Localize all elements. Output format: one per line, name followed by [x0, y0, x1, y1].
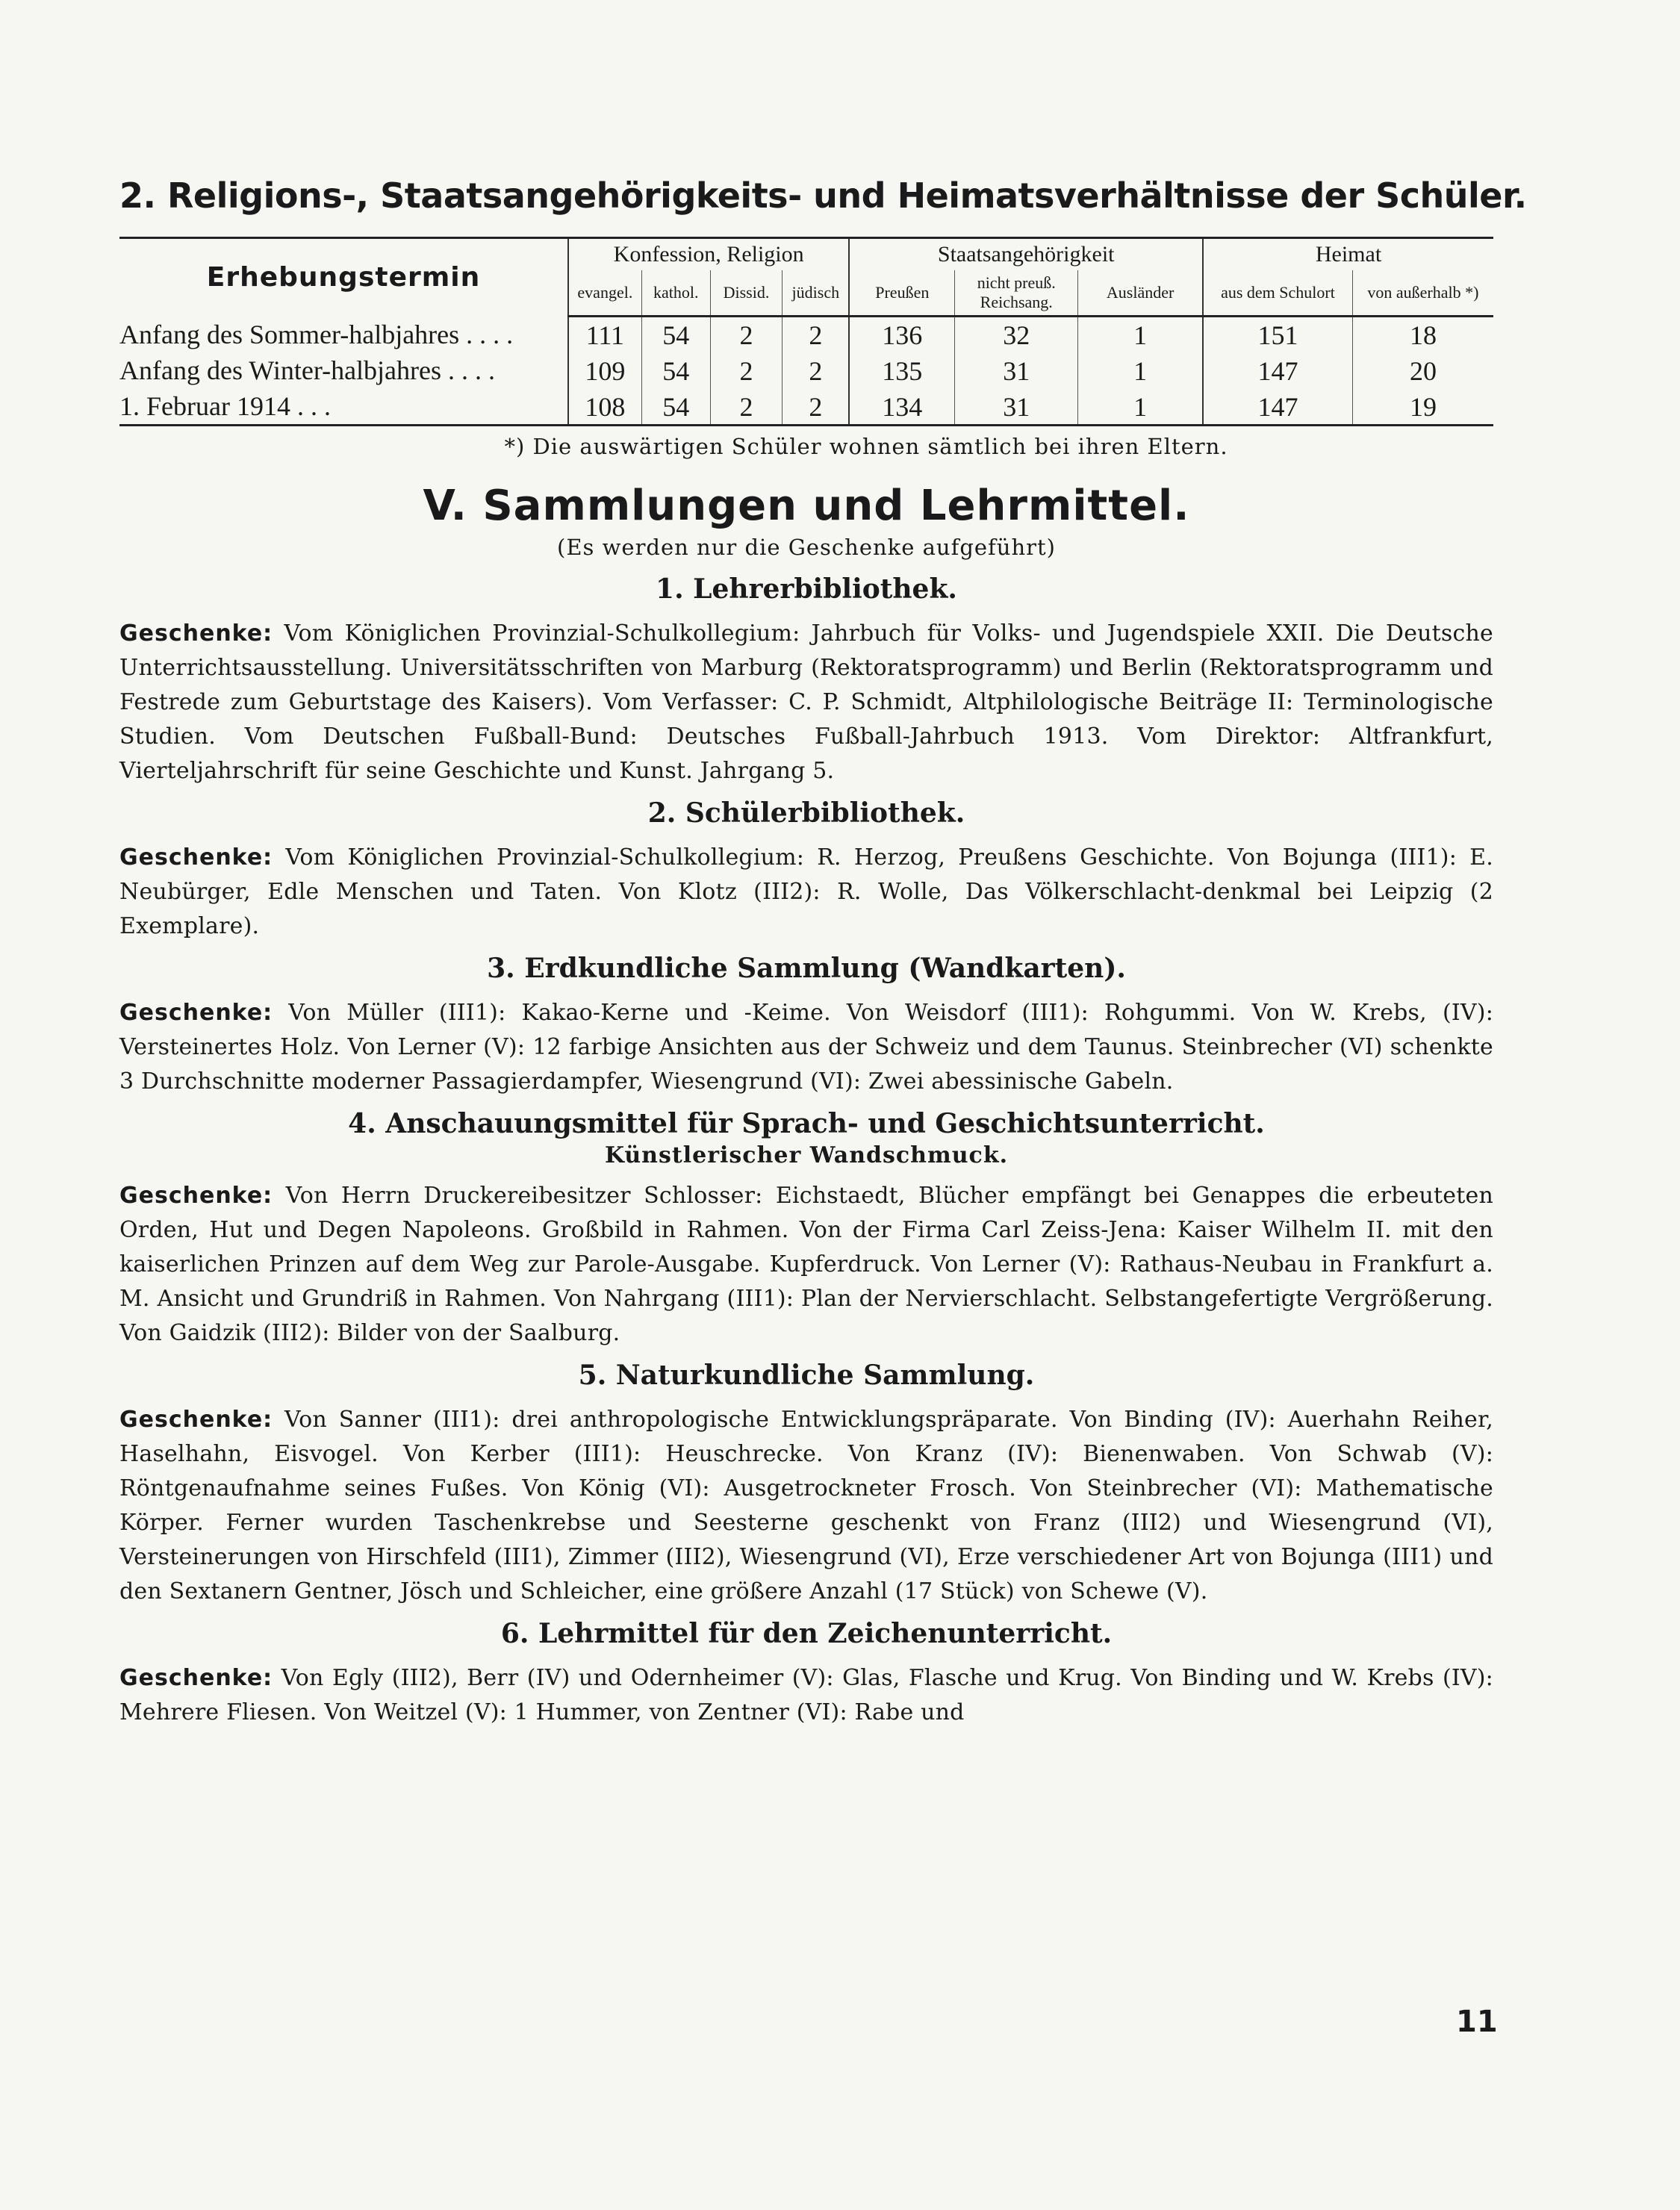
- subsection-paragraph: [119, 617, 1493, 788]
- row-label: Anfang des Winter-halbjahres . . . .: [119, 355, 496, 385]
- header-dissid: Dissid.: [710, 270, 783, 317]
- cell-kathol: 54: [641, 388, 710, 426]
- chapter-title: V. Sammlungen und Lehrmittel.: [423, 481, 1190, 530]
- header-evangel: evangel.: [568, 270, 641, 317]
- cell-ausserhalb: 20: [1352, 352, 1493, 388]
- geschenke-label: Geschenke:: [119, 999, 273, 1026]
- page-content: [119, 175, 1527, 1734]
- cell-nicht-preuss: 31: [955, 352, 1078, 388]
- subsection-title: 5. Naturkundliche Sammlung.: [578, 1359, 1035, 1391]
- cell-kathol: 54: [641, 317, 710, 352]
- subsection-subtitle: Künstlerischer Wandschmuck.: [604, 1142, 1009, 1168]
- geschenke-label: Geschenke:: [119, 1182, 273, 1209]
- paragraph-text: Vom Königlichen Provinzial-Schulkollegium: R. Herzog, Preußens Geschichte. Von Bojunga (III1): E. Neubürger, Edle Menschen und Taten. Von Klotz (III2): R. Wolle, Das Völkerschlacht-denkmal bei Leipzig (2 Exemplare).: [119, 844, 1493, 939]
- paragraph-text: Vom Königlichen Provinzial-Schulkollegium: Jahrbuch für Volks- und Jugendspiele XXII. Die Deutsche Unterrichtsausstellung. Universitätsschriften von Marburg (Rektoratsprogramm) und Berlin (Rektoratsprogramm und Festrede zum Geburtstage des Kaisers). Vom Verfasser: C. P. Schmidt, Altphilologische Beiträge II: Terminologische Studien. Vom Deutschen Fußball-Bund: Deutsches Fußball-Jahrbuch 1913. Vom Direktor: Altfrankfurt, Vierteljahrschrift für seine Geschichte und Kunst. Jahrgang 5.: [119, 620, 1493, 784]
- cell-schulort: 147: [1203, 388, 1352, 426]
- statistics-table: [119, 237, 1493, 426]
- cell-auslaender: 1: [1078, 317, 1203, 352]
- subsection-title: 3. Erdkundliche Sammlung (Wandkarten).: [487, 952, 1126, 984]
- cell-preussen: 134: [849, 388, 954, 426]
- geschenke-label: Geschenke:: [119, 1406, 273, 1433]
- header-auslaender: Ausländer: [1078, 270, 1203, 317]
- cell-juedisch: 2: [783, 352, 850, 388]
- row-label: Anfang des Sommer-halbjahres . . . .: [119, 319, 514, 349]
- table-row: [119, 317, 1493, 352]
- header-kathol: kathol.: [641, 270, 710, 317]
- cell-nicht-preuss: 32: [955, 317, 1078, 352]
- cell-evangel: 111: [568, 317, 641, 352]
- paragraph-text: Von Herrn Druckereibesitzer Schlosser: Eichstaedt, Blücher empfängt bei Genappes die erbeuteten Orden, Hut und Degen Napoleons. Großbild in Rahmen. Von der Firma Carl Zeiss-Jena: Kaiser Wilhelm II. mit den kaiserlichen Prinzen auf dem Weg zur Parole-Ausgabe. Kupferdruck. Von Lerner (V): Rathaus-Neubau in Frankfurt a. M. Ansicht und Grundriß in Rahmen. Von Nahrgang (III1): Plan der Nervierschlacht. Selbstangefertigte Vergrößerung. Von Gaidzik (III2): Bilder von der Saalburg.: [119, 1182, 1493, 1346]
- cell-ausserhalb: 19: [1352, 388, 1493, 426]
- geschenke-label: Geschenke:: [119, 844, 273, 871]
- subsection-paragraph: [119, 1661, 1493, 1730]
- cell-dissid: 2: [710, 388, 783, 426]
- geschenke-label: Geschenke:: [119, 1664, 273, 1691]
- subsection-paragraph: [119, 1403, 1493, 1609]
- header-von-ausserhalb: von außerhalb *): [1352, 270, 1493, 317]
- cell-dissid: 2: [710, 352, 783, 388]
- table-row: [119, 352, 1493, 388]
- cell-ausserhalb: 18: [1352, 317, 1493, 352]
- header-erhebungstermin: Erhebungstermin: [119, 238, 568, 317]
- table-footnote: *) Die auswärtigen Schüler wohnen sämtlich bei ihren Eltern.: [504, 433, 1228, 459]
- subsection-title: 6. Lehrmittel für den Zeichenunterricht.: [500, 1617, 1113, 1649]
- header-juedisch: jüdisch: [783, 270, 850, 317]
- cell-evangel: 108: [568, 388, 641, 426]
- cell-juedisch: 2: [783, 317, 850, 352]
- paragraph-text: Von Müller (III1): Kakao-Kerne und -Keime. Von Weisdorf (III1): Rohgummi. Von W. Krebs, (IV): Versteinertes Holz. Von Lerner (V): 12 farbige Ansichten aus der Schweiz und dem Taunus. Steinbrecher (VI) schenkte 3 Durchschnitte moderner Passagierdampfer, Wiesengrund (VI): Zwei abessinische Gabeln.: [119, 999, 1493, 1095]
- cell-auslaender: 1: [1078, 352, 1203, 388]
- cell-schulort: 147: [1203, 352, 1352, 388]
- header-nicht-preuss: nicht preuß. Reichsang.: [955, 270, 1078, 317]
- geschenke-label: Geschenke:: [119, 620, 273, 647]
- cell-preussen: 135: [849, 352, 954, 388]
- cell-nicht-preuss: 31: [955, 388, 1078, 426]
- header-aus-dem-schulort: aus dem Schulort: [1203, 270, 1352, 317]
- subsection-paragraph: [119, 841, 1493, 944]
- chapter-note: (Es werden nur die Geschenke aufgeführt): [557, 534, 1056, 560]
- cell-evangel: 109: [568, 352, 641, 388]
- cell-auslaender: 1: [1078, 388, 1203, 426]
- row-label: 1. Februar 1914 . . .: [119, 388, 568, 426]
- cell-kathol: 54: [641, 352, 710, 388]
- subsection-title: 2. Schülerbibliothek.: [647, 797, 965, 829]
- header-heimat: Heimat: [1203, 238, 1493, 271]
- header-preussen: Preußen: [849, 270, 954, 317]
- subsection-title: 1. Lehrerbibliothek.: [656, 573, 957, 605]
- paragraph-text: Von Sanner (III1): drei anthropologische Entwicklungspräparate. Von Binding (IV): Auerhahn Reiher, Haselhahn, Eisvogel. Von Kerber (III1): Heuschrecke. Von Kranz (IV): Bienenwaben. Von Schwab (V): Röntgenaufnahme seines Fußes. Von König (VI): Ausgetrockneter Frosch. Von Steinbrecher (VI): Mathematische Körper. Ferner wurden Taschenkrebse und Seesterne geschenkt von Franz (III2) und Wiesengrund (VI), Versteinerungen von Hirschfeld (III1), Zimmer (III2), Wiesengrund (VI), Erze verschiedener Art von Bojunga (III1) und den Sextanern Gentner, Jösch und Schleicher, eine größere Anzahl (17 Stück) von Schewe (V).: [119, 1406, 1493, 1604]
- paragraph-text: Von Egly (III2), Berr (IV) und Odernheimer (V): Glas, Flasche und Krug. Von Binding und W. Krebs (IV): Mehrere Fliesen. Von Weitzel (V): 1 Hummer, von Zentner (VI): Rabe und: [119, 1664, 1493, 1725]
- table-row: [119, 388, 1493, 426]
- cell-juedisch: 2: [783, 388, 850, 426]
- section-title: 2. Religions-, Staatsangehörigkeits- und Heimatsverhältnisse der Schüler.: [119, 175, 1527, 216]
- header-konfession: Konfession, Religion: [568, 238, 849, 271]
- subsection-title: 4. Anschauungsmittel für Sprach- und Geschichtsunterricht.: [348, 1107, 1265, 1139]
- cell-schulort: 151: [1203, 317, 1352, 352]
- subsection-paragraph: [119, 996, 1493, 1099]
- cell-dissid: 2: [710, 317, 783, 352]
- subsection-paragraph: [119, 1179, 1493, 1351]
- cell-preussen: 136: [849, 317, 954, 352]
- header-staatsangehoerigkeit: Staatsangehörigkeit: [849, 238, 1203, 271]
- page-number: 11: [1456, 2005, 1498, 2039]
